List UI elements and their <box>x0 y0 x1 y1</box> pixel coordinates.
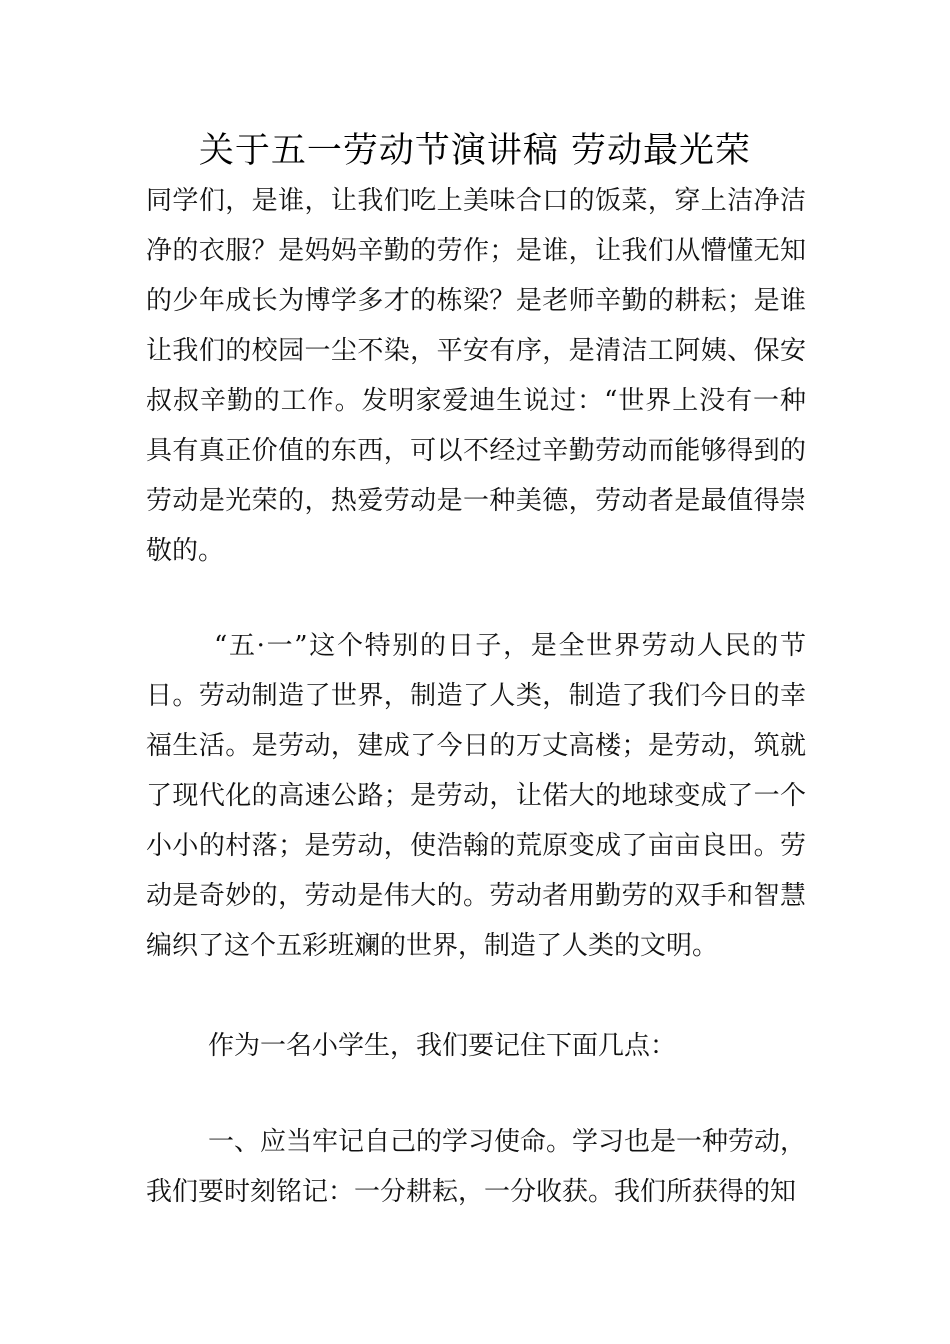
paragraph-points-intro: 作为一名小学生，我们要记住下面几点： <box>208 1031 677 1061</box>
paragraph-may-day: “五·一”这个特别的日子，是全世界劳动人民的节日。劳动制造了世界，制造了人类，制造了我们今日的幸福生活。是劳动，建成了今日的万丈高楼；是劳动，筑就了现代化的高速公路；是劳动，让偌大的地球变成了一个小小的村落；是劳动，使浩翰的荒原变成了亩亩良田。劳动是奇妙的，劳动是伟大的。劳动者用勤劳的双手和智慧编织了这个五彩班斓的世界，制造了人类的文明。 <box>146 631 806 961</box>
paragraph-intro: 同学们，是谁，让我们吃上美味合口的饭菜，穿上洁净洁净的衣服？是妈妈辛勤的劳作；是谁，让我们从懵懂无知的少年成长为博学多才的栋梁？是老师辛勤的耕耘；是谁让我们的校园一尘不染，平安有序，是清洁工阿姨、保安叔叔辛勤的工作。发明家爱迪生说过：“世界上没有一种具有真正价值的东西，可以不经过辛勤劳动而能够得到的劳动是光荣的，热爱劳动是一种美德，劳动者是最值得崇敬的。 <box>146 186 806 566</box>
paragraph-point-one: 一、应当牢记自己的学习使命。学习也是一种劳动，我们要时刻铭记：一分耕耘，一分收获。我们所获得的知 <box>146 1127 807 1207</box>
document-title: 关于五一劳动节演讲稿 劳动最光荣 <box>198 131 752 171</box>
